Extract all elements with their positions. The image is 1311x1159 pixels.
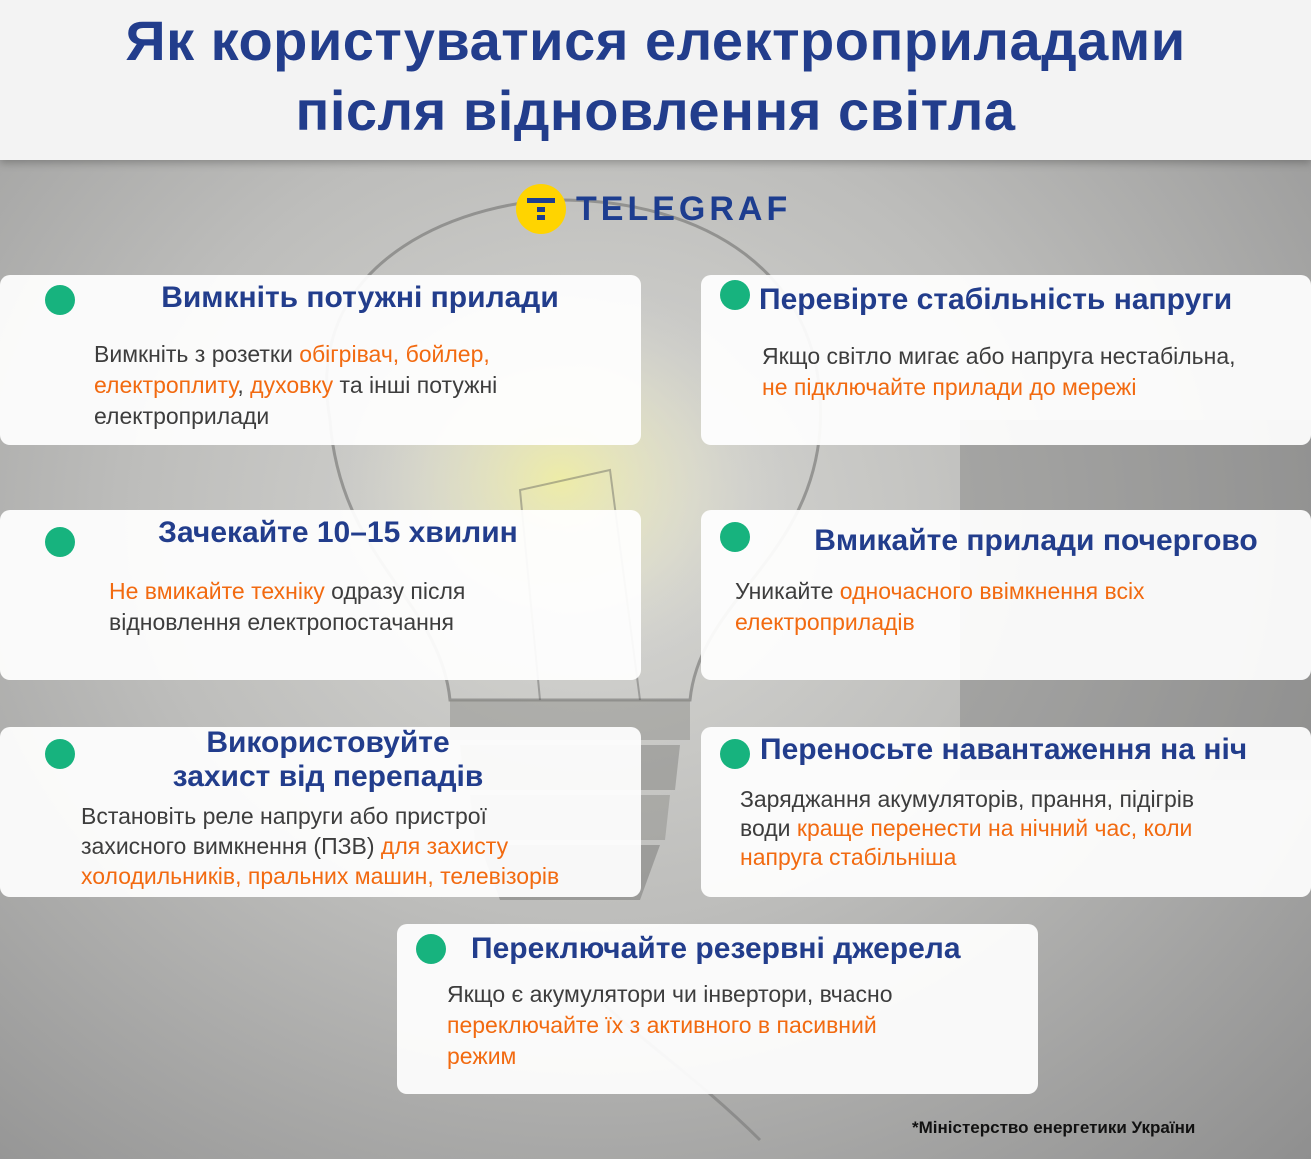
- green-bullet-icon: [45, 285, 75, 315]
- tip-card-turn-off-powerful: [0, 275, 641, 445]
- highlight-text: не підключайте прилади до мережі: [762, 374, 1137, 400]
- text-span: відновлення електропостачання: [109, 609, 455, 635]
- text-span: Уникайте: [735, 578, 840, 604]
- tip-card-backup-sources: [397, 924, 1038, 1094]
- card-text: [447, 979, 1007, 1072]
- text-span: Встановіть реле напруги або пристрої: [81, 803, 487, 829]
- card-text: [109, 576, 619, 638]
- page-title-line-2: після відновлення світла: [295, 79, 1016, 142]
- highlight-text: духовку: [250, 372, 334, 398]
- text-span: Заряджання акумуляторів, прання, підігрів: [740, 786, 1195, 812]
- highlight-text: режим: [447, 1043, 517, 1069]
- card-text: [762, 341, 1302, 403]
- highlight-text: краще перенести на нічний час, коли: [796, 815, 1193, 841]
- text-span: електроприлади: [94, 403, 270, 429]
- text-span: захисного вимкнення (ПЗВ): [81, 833, 381, 859]
- card-text: [81, 801, 637, 891]
- logo-text: TELEGRAF: [576, 189, 792, 228]
- text-span: та інші потужні: [333, 372, 498, 398]
- green-bullet-icon: [720, 522, 750, 552]
- card-text: [735, 576, 1295, 638]
- card-title: Перевірте стабільність напруги: [759, 283, 1233, 316]
- card-title: Переключайте резервні джерела: [471, 932, 961, 965]
- highlight-text: переключайте їх з активного в пасивний: [447, 1012, 877, 1038]
- card-title-line: Використовуйте: [206, 726, 450, 759]
- highlight-text: електроплиту: [94, 372, 238, 398]
- tip-card-check-voltage: [701, 275, 1311, 445]
- tip-card-night-load: [701, 727, 1311, 897]
- card-title: Зачекайте 10–15 хвилин: [158, 516, 518, 549]
- highlight-text: обігрівач, бойлер,: [299, 341, 490, 367]
- tip-card-surge-protection: [0, 727, 641, 897]
- text-span: Вимкніть з розетки: [94, 341, 300, 367]
- card-title: Вимкніть потужні прилади: [161, 281, 559, 314]
- source-footnote: *Міністерство енергетики України: [912, 1118, 1196, 1137]
- card-title: [30, 726, 626, 794]
- highlight-text: одночасного ввімкнення всіх: [839, 578, 1145, 604]
- text-span: одразу після: [324, 578, 466, 604]
- page-header: [0, 0, 1311, 160]
- green-bullet-icon: [720, 739, 750, 769]
- green-bullet-icon: [720, 280, 750, 310]
- card-text: [740, 785, 1300, 872]
- text-span: Якщо є акумулятори чи інвертори, вчасно: [447, 981, 893, 1007]
- card-title-line: захист від перепадів: [172, 760, 484, 793]
- highlight-text: для захисту: [380, 833, 509, 859]
- text-span: води: [740, 815, 797, 841]
- highlight-text: напруга стабільніша: [740, 844, 957, 870]
- tip-card-turn-on-sequentially: [701, 510, 1311, 680]
- highlight-text: Не вмикайте техніку: [109, 578, 325, 604]
- card-text: [94, 339, 624, 432]
- card-title: Переносьте навантаження на ніч: [760, 733, 1248, 766]
- telegraf-logo-icon: [516, 184, 566, 234]
- text-span: Якщо світло мигає або напруга нестабільна,: [762, 343, 1236, 369]
- tip-card-wait: [0, 510, 641, 680]
- telegraf-logo: [516, 184, 791, 234]
- text-span: ,: [237, 372, 251, 398]
- highlight-text: електроприладів: [735, 609, 915, 635]
- highlight-text: холодильників, пральних машин, телевізорів: [81, 863, 560, 889]
- green-bullet-icon: [416, 934, 446, 964]
- page-title-line-1: Як користуватися електроприладами: [125, 9, 1186, 72]
- card-title: Вмикайте прилади почергово: [814, 524, 1258, 557]
